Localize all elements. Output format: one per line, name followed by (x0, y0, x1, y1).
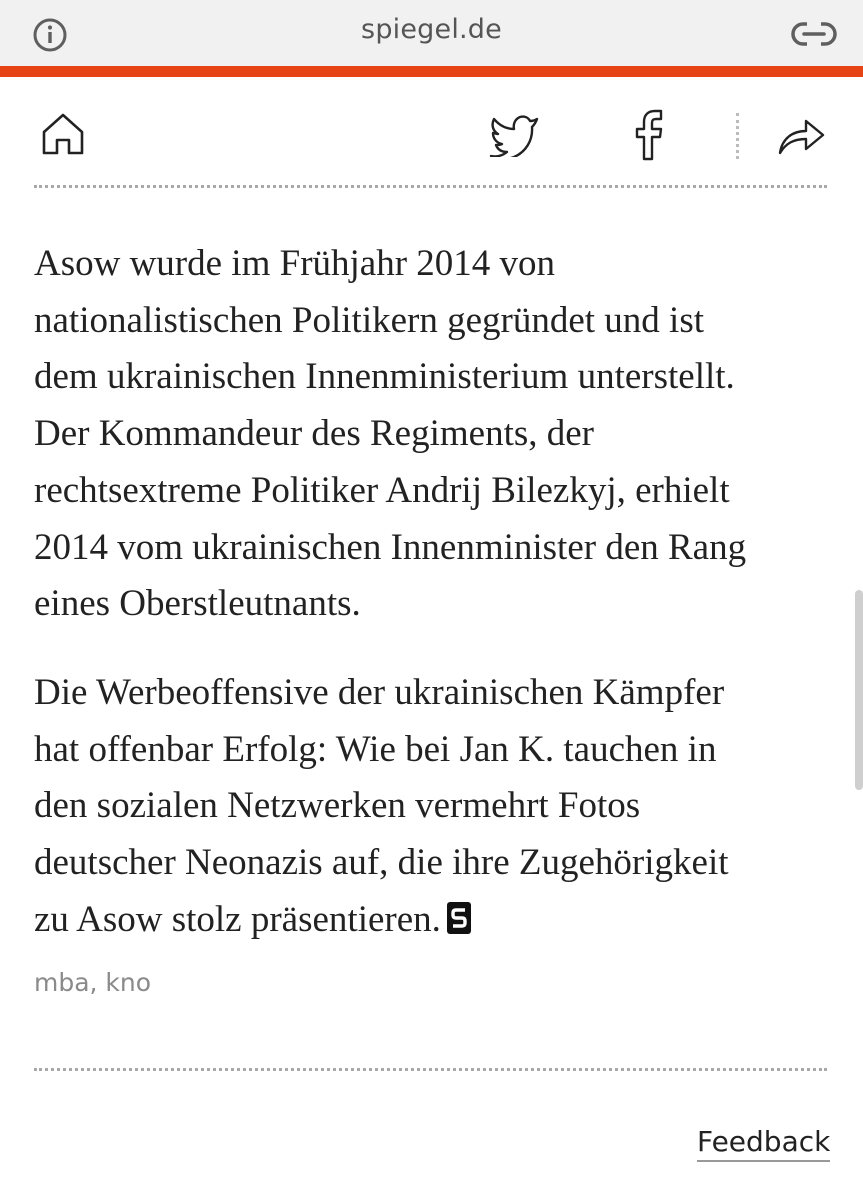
paragraph-line-text: zu Asow stolz präsentieren. (34, 898, 441, 940)
spiegel-s-icon (447, 902, 471, 934)
home-icon[interactable] (40, 111, 86, 157)
feedback-link[interactable]: Feedback (697, 1125, 830, 1162)
paragraph-line: Asow wurde im Frühjahr 2014 von (34, 243, 556, 284)
article-paragraph (34, 665, 834, 949)
paragraph-line: Die Werbeoffensive der ukrainischen Kämpfer (34, 672, 725, 713)
author-byline: mba, kno (34, 968, 152, 997)
paragraph-line: nationalistischen Politikern gegründet und ist (34, 299, 705, 341)
share-icon[interactable] (776, 113, 826, 157)
facebook-icon[interactable] (628, 109, 668, 161)
paragraph-line: rechtsextreme Politiker Andrij Bilezkyj, erhielt (34, 469, 730, 511)
browser-url-bar (0, 0, 863, 66)
url-text[interactable]: spiegel.de (361, 14, 502, 45)
scrollbar-thumb[interactable] (855, 590, 863, 790)
toolbar-separator (34, 185, 827, 188)
twitter-icon[interactable] (489, 113, 541, 157)
paragraph-line: hat offenbar Erfolg: Wie bei Jan K. tauchen in (34, 728, 717, 770)
paragraph-line-last (34, 892, 834, 949)
paragraph-line: deutscher Neonazis auf, die ihre Zugehörigkeit (34, 842, 729, 884)
paragraph-line: Der Kommandeur des Regiments, der (34, 413, 594, 455)
share-toolbar (0, 77, 863, 187)
article-end-separator (34, 1068, 827, 1071)
paragraph-line: den sozialen Netzwerken vermehrt Fotos (34, 785, 641, 827)
link-icon[interactable] (790, 18, 838, 50)
paragraph-line: dem ukrainischen Innenministerium unterstellt. (34, 356, 735, 398)
paragraph-line: 2014 vom ukrainischen Innenminister den Rang (34, 526, 747, 568)
article-paragraph (34, 236, 834, 633)
accent-bar (0, 66, 863, 77)
paragraph-line: eines Oberstleutnants. (34, 583, 361, 625)
toolbar-divider (736, 113, 739, 159)
